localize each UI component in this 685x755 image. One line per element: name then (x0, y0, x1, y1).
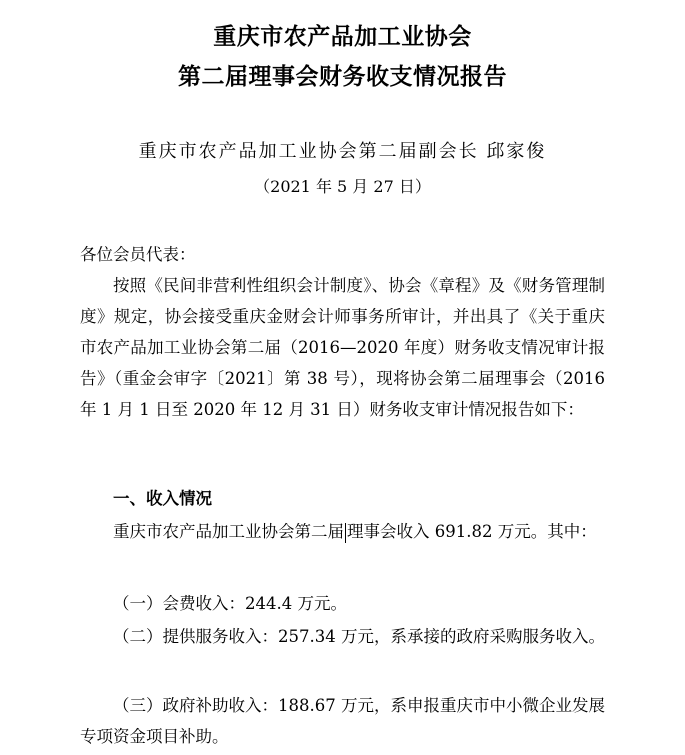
income-item-government-subsidy: （三）政府补助收入：188.67 万元，系申报重庆市中小微企业发展专项资金项目补助。 (80, 696, 605, 746)
document-title-line-1: 重庆市农产品加工业协会 (213, 24, 472, 50)
income-item-service-revenue: （二）提供服务收入：257.34 万元，系承接的政府采购服务收入。 (113, 627, 605, 646)
document-title-line-2: 第二届理事会财务收支情况报告 (178, 64, 507, 90)
income-total-text-part-1: 重庆市农产品加工业协会第二届 (113, 522, 344, 541)
report-date: （2021 年 5 月 27 日） (254, 177, 431, 196)
salutation: 各位会员代表： (80, 245, 196, 264)
text-cursor (345, 523, 346, 543)
income-total-text-part-2: 理事会收入 691.82 万元。其中： (347, 522, 597, 541)
income-total-paragraph[interactable] (80, 516, 605, 547)
author-line: 重庆市农产品加工业协会第二届副会长 邱家俊 (138, 141, 547, 162)
income-item-membership-fees: （一）会费收入：244.4 万元。 (113, 594, 347, 613)
section-heading-income: 一、收入情况 (113, 489, 212, 508)
intro-paragraph: 按照《民间非营利性组织会计制度》、协会《章程》及《财务管理制度》规定，协会接受重庆金财会计师事务所审计，并出具了《关于重庆市农产品加工业协会第二届（2016—2020 年度）财务收支情况审计报告》（重金会审字〔2021〕第 38 号），现将协会第二届理事会（2016 年 1 月 1 日至 2020 年 12 月 31 日）财务收支审计情况报告如下： (80, 276, 605, 419)
